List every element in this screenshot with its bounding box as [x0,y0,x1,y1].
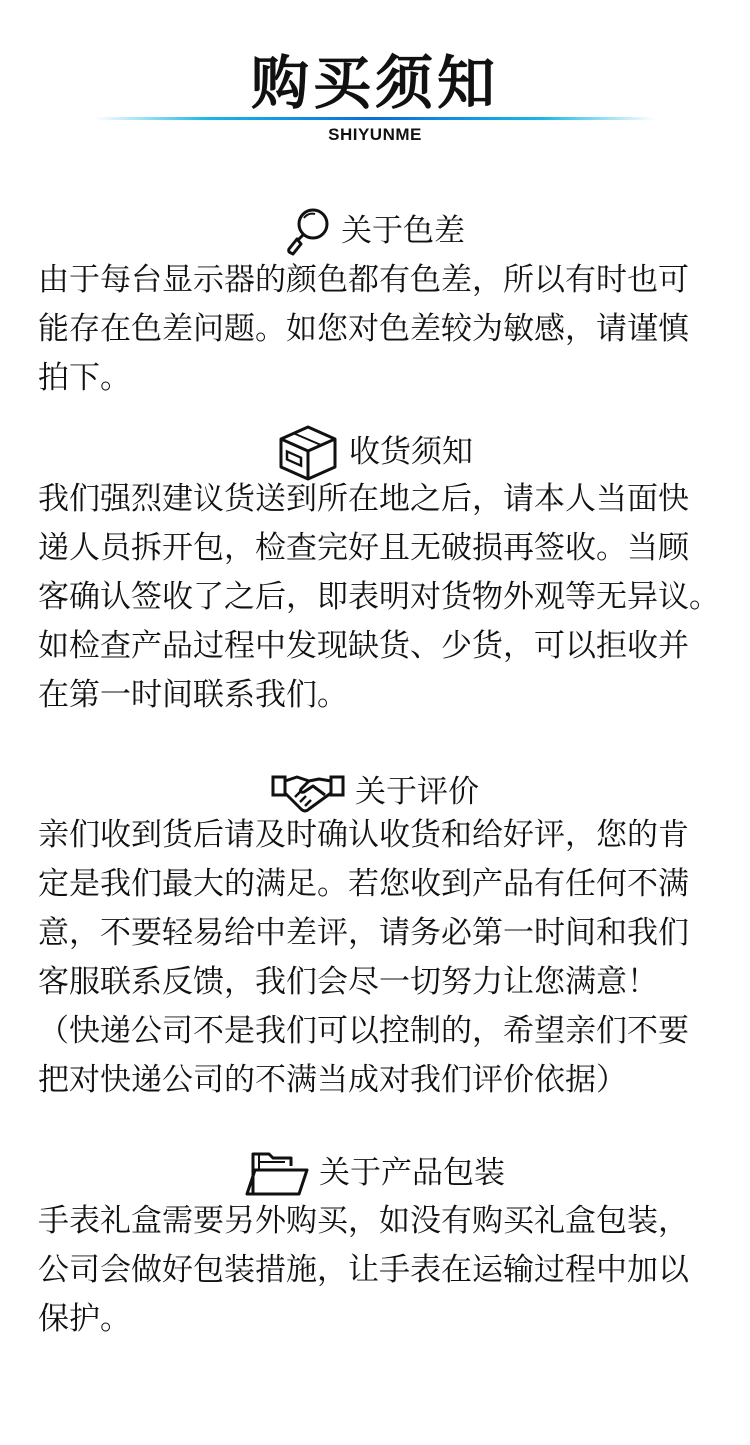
section-receiving-body: 我们强烈建议货送到所在地之后，请本人当面快 递人员拆开包，检查完好且无破损再签收。当顾 客确认签收了之后，即表明对货物外观等无异议。 如检查产品过程中发现缺货、少货，可以拒收并 在第一时间联系我们。 [38,481,720,713]
section-color-difference-body: 由于每台显示器的颜色都有色差，所以有时也可 能存在色差问题。如您对色差较为敏感，请谨慎 拍下。 [38,262,689,396]
package-box-icon [277,423,339,481]
section-heading-label: 关于评价 [355,774,479,810]
section-heading-label: 关于产品包装 [319,1155,505,1191]
section-packaging-heading [0,1145,750,1201]
section-packaging-body: 手表礼盒需要另外购买，如没有购买礼盒包装， 公司会做好包装措施，让手表在运输过程中加以 保护。 [38,1203,689,1337]
open-folder-icon [245,1148,309,1198]
title-divider [95,117,655,120]
section-reviews-body: 亲们收到货后请及时确认收货和给好评，您的肯 定是我们最大的满足。若您收到产品有任何不满 意，不要轻易给中差评，请务必第一时间和我们 客服联系反馈，我们会尽一切努力让您满意！ （快递公司不是我们可以控制的，希望亲们不要 把对快递公司的不满当成对我们评价依据） [38,817,689,1098]
section-heading-label: 收货须知 [349,434,473,470]
page-title: 购买须知 [250,49,499,117]
brand-subtitle: SHIYUNME [328,125,422,144]
section-receiving-heading [0,424,750,480]
section-color-difference-heading [0,203,750,259]
section-heading-label: 关于色差 [341,213,465,249]
magnifier-icon [285,206,331,256]
handshake-icon [271,767,345,817]
